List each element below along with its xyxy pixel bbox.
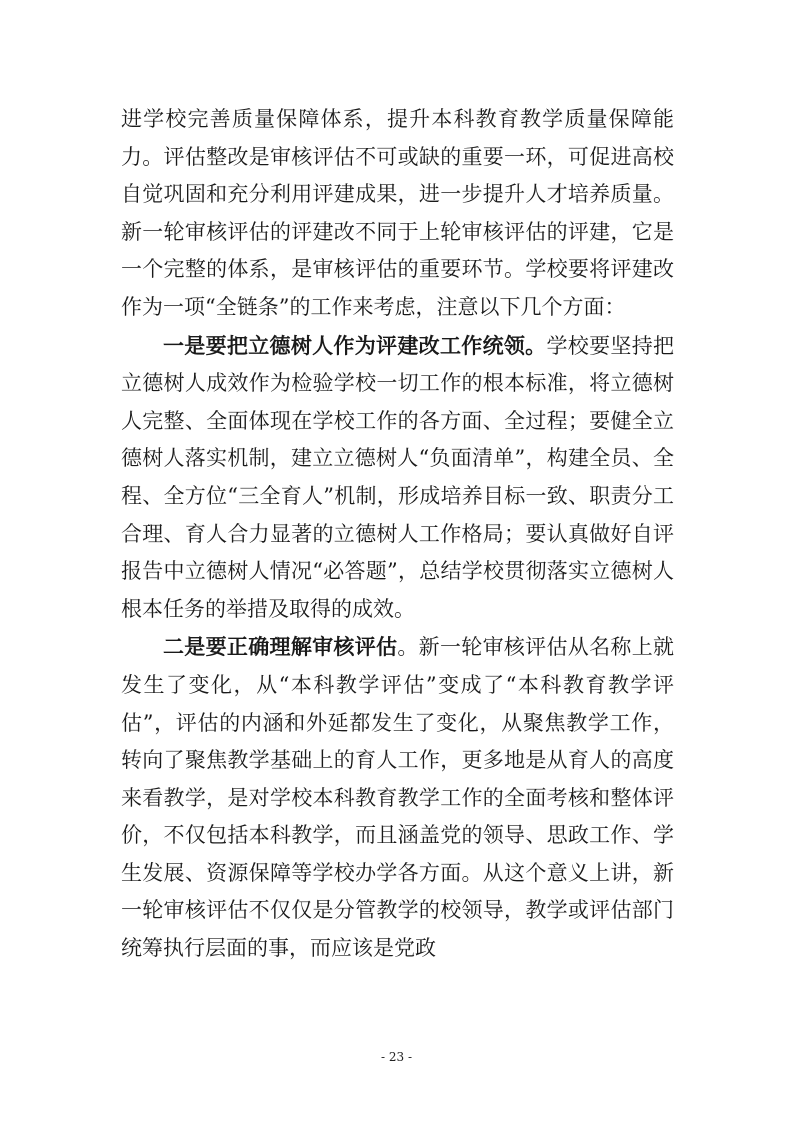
paragraph-intro-text: 进学校完善质量保障体系，提升本科教育教学质量保障能力。评估整改是审核评估不可或缺的重要一环，可促进高校自觉巩固和充分利用评建成果，进一步提升人才培养质量。新一轮审核评估的评建改不同于上轮审核评估的评建，它是一个完整的体系，是审核评估的重要环节。学校要将评建改作为一项“全链条”的工作来考虑，注意以下几个方面：	[121, 107, 674, 319]
paragraph-point-two	[121, 628, 674, 967]
point-one-text: 学校要坚持把立德树人成效作为检验学校一切工作的根本标准，将立德树人完整、全面体现在学校工作的各方面、全过程；要健全立德树人落实机制，建立立德树人“负面清单”，构建全员、全程、全方位“三全育人”机制，形成培养目标一致、职责分工合理、育人合力显著的立德树人工作格局；要认真做好自评报告中立德树人情况“必答题”，总结学校贯彻落实立德树人根本任务的举措及取得的成效。	[121, 333, 675, 621]
paragraph-point-one	[121, 327, 674, 629]
point-two-heading: 二是要正确理解审核评估	[163, 634, 398, 660]
page-body	[121, 101, 674, 968]
paragraph-intro	[121, 101, 674, 327]
point-two-text: 。新一轮审核评估从名称上就发生了变化，从“本科教学评估”变成了“本科教育教学评估”，评估的内涵和外延都发生了变化，从聚焦教学工作，转向了聚焦教学基础上的育人工作，更多地是从育人的高度来看教学，是对学校本科教育教学工作的全面考核和整体评价，不仅包括本科教学，而且涵盖党的领导、思政工作、学生发展、资源保障等学校办学各方面。从这个意义上讲，新一轮审核评估不仅仅是分管教学的校领导，教学或评估部门统筹执行层面的事，而应该是党政	[121, 635, 675, 961]
point-one-heading: 一是要把立德树人作为评建改工作统领。	[163, 332, 547, 358]
page-number: - 23 -	[380, 1050, 412, 1064]
